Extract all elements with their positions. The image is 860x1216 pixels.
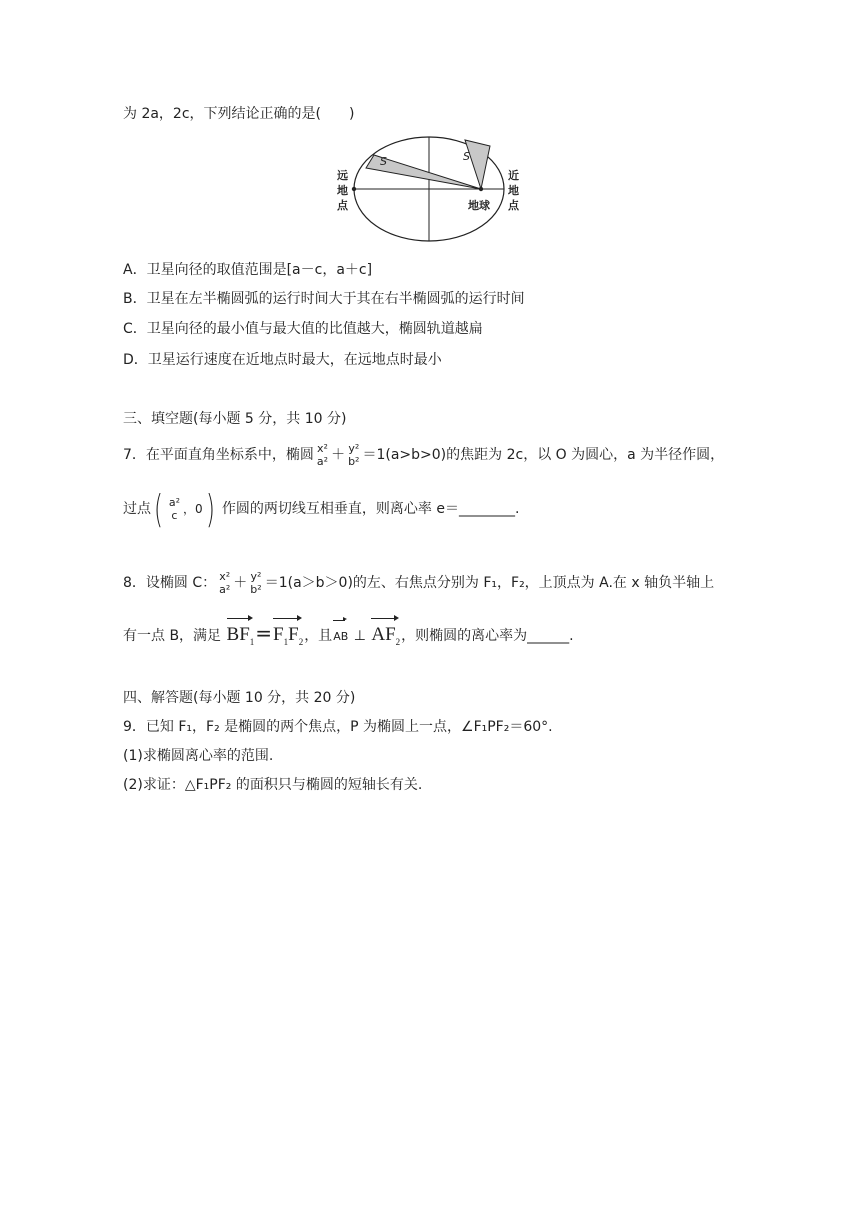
fraction-x2-a2	[316, 442, 329, 468]
section-answer-heading: 四、解答题(每小题 10 分，共 20 分)	[123, 690, 356, 706]
option-a	[123, 260, 372, 280]
vector-letters: F	[273, 624, 284, 645]
option-text: 卫星在左半椭圆弧的运行时间大于其在右半椭圆弧的运行时间	[146, 291, 525, 307]
denominator: b²	[250, 583, 262, 596]
fraction-y2-b2	[249, 570, 262, 596]
question-8-line-1	[123, 565, 714, 601]
fraction-y2-b2	[347, 442, 360, 468]
sector-right	[465, 140, 490, 189]
subscript: 1	[283, 636, 289, 647]
apogee-dot	[352, 187, 356, 191]
orbit-figure	[330, 133, 530, 245]
subscript: 2	[298, 636, 304, 647]
numerator: x²	[219, 570, 231, 583]
option-text: 卫星向径的最小值与最大值的比值越大，椭圆轨道越扁	[146, 321, 483, 337]
apogee-label-3: 点	[337, 199, 348, 212]
earth-label: 地球	[468, 199, 490, 212]
option-c	[123, 319, 483, 339]
vector-letters: F	[288, 624, 299, 645]
q7-text-b: ＝1(a>b>0)的焦距为 2c，以 O 为圆心，a 为半径作圆，	[362, 447, 725, 463]
q8-text-c: 有一点 B，满足	[123, 628, 222, 644]
option-key: D．	[123, 352, 148, 368]
sector-label-left: S	[380, 155, 387, 168]
question-7-line-1	[123, 437, 724, 473]
point-coordinates	[151, 489, 217, 529]
earth-dot	[479, 187, 483, 191]
perigee-label-1: 近	[508, 169, 519, 182]
perigee-label-2: 地	[508, 184, 519, 197]
question-9-part-2: (2)求证：△F₁PF₂ 的面积只与椭圆的短轴长有关.	[123, 777, 423, 793]
vector-bf1	[227, 615, 255, 658]
option-text: 卫星运行速度在近地点时最大，在远地点时最小	[147, 352, 442, 368]
vector-letters: AF	[371, 624, 396, 645]
q8-text-d: ，且	[304, 628, 333, 644]
option-key: C．	[123, 321, 147, 337]
plus-sign: ＋	[233, 575, 248, 591]
numerator: x²	[317, 442, 328, 455]
denominator: a²	[316, 455, 329, 468]
question-8-line-2	[123, 615, 574, 658]
vector-f1f2	[273, 615, 303, 658]
plus-sign: ＋	[331, 447, 346, 463]
question-7-line-2	[123, 489, 519, 529]
vector-letters: AB	[333, 630, 349, 643]
point-tail: ，0	[182, 502, 203, 516]
numerator: a²	[168, 496, 180, 509]
option-b	[123, 289, 525, 309]
equals-sign: =	[255, 621, 273, 645]
option-d	[123, 350, 442, 370]
vector-af2	[371, 615, 400, 658]
fraction-x2-a2	[218, 570, 231, 596]
q7-text-c: 过点	[123, 501, 151, 517]
vector-ab	[333, 618, 348, 653]
numerator: y²	[250, 570, 262, 583]
section-fill-in-heading: 三、填空题(每小题 5 分，共 10 分)	[123, 411, 347, 427]
subscript: 2	[395, 636, 401, 647]
question-9-stem: 9．已知 F₁，F₂ 是椭圆的两个焦点，P 为椭圆上一点，∠F₁PF₂＝60°.	[123, 719, 553, 735]
apogee-label-2: 地	[337, 184, 348, 197]
denominator: b²	[348, 455, 360, 468]
option-key: B．	[123, 291, 147, 307]
question-9-part-1: (1)求椭圆离心率的范围.	[123, 748, 274, 764]
option-key: A．	[123, 262, 147, 278]
subscript: 1	[249, 636, 255, 647]
right-paren: )	[205, 487, 215, 531]
perigee-label-3: 点	[508, 199, 519, 212]
question-intro: 为 2a，2c，下列结论正确的是( )	[123, 106, 355, 122]
q7-text-d: 作圆的两切线互相垂直，则离心率 e＝________.	[221, 501, 520, 517]
sector-label-right: S	[463, 150, 470, 163]
denominator: a²	[219, 583, 231, 596]
left-paren: (	[153, 487, 163, 531]
vector-letters: BF	[226, 624, 250, 645]
q8-text-e: ，则椭圆的离心率为______.	[401, 628, 574, 644]
q8-text-b: ＝1(a＞b＞0)的左、右焦点分别为 F₁，F₂，上顶点为 A.在 x 轴负半轴上	[264, 575, 715, 591]
fraction-a2-c	[168, 496, 181, 522]
apogee-label-1: 远	[337, 169, 348, 182]
q7-text-a: 7．在平面直角坐标系中，椭圆	[123, 447, 314, 463]
option-text: 卫星向径的取值范围是[a－c，a＋c]	[146, 262, 373, 278]
perpendicular-sign: ⊥	[353, 628, 366, 644]
denominator: c	[171, 509, 178, 522]
q8-text-a: 8．设椭圆 C：	[123, 575, 217, 591]
numerator: y²	[348, 442, 360, 455]
